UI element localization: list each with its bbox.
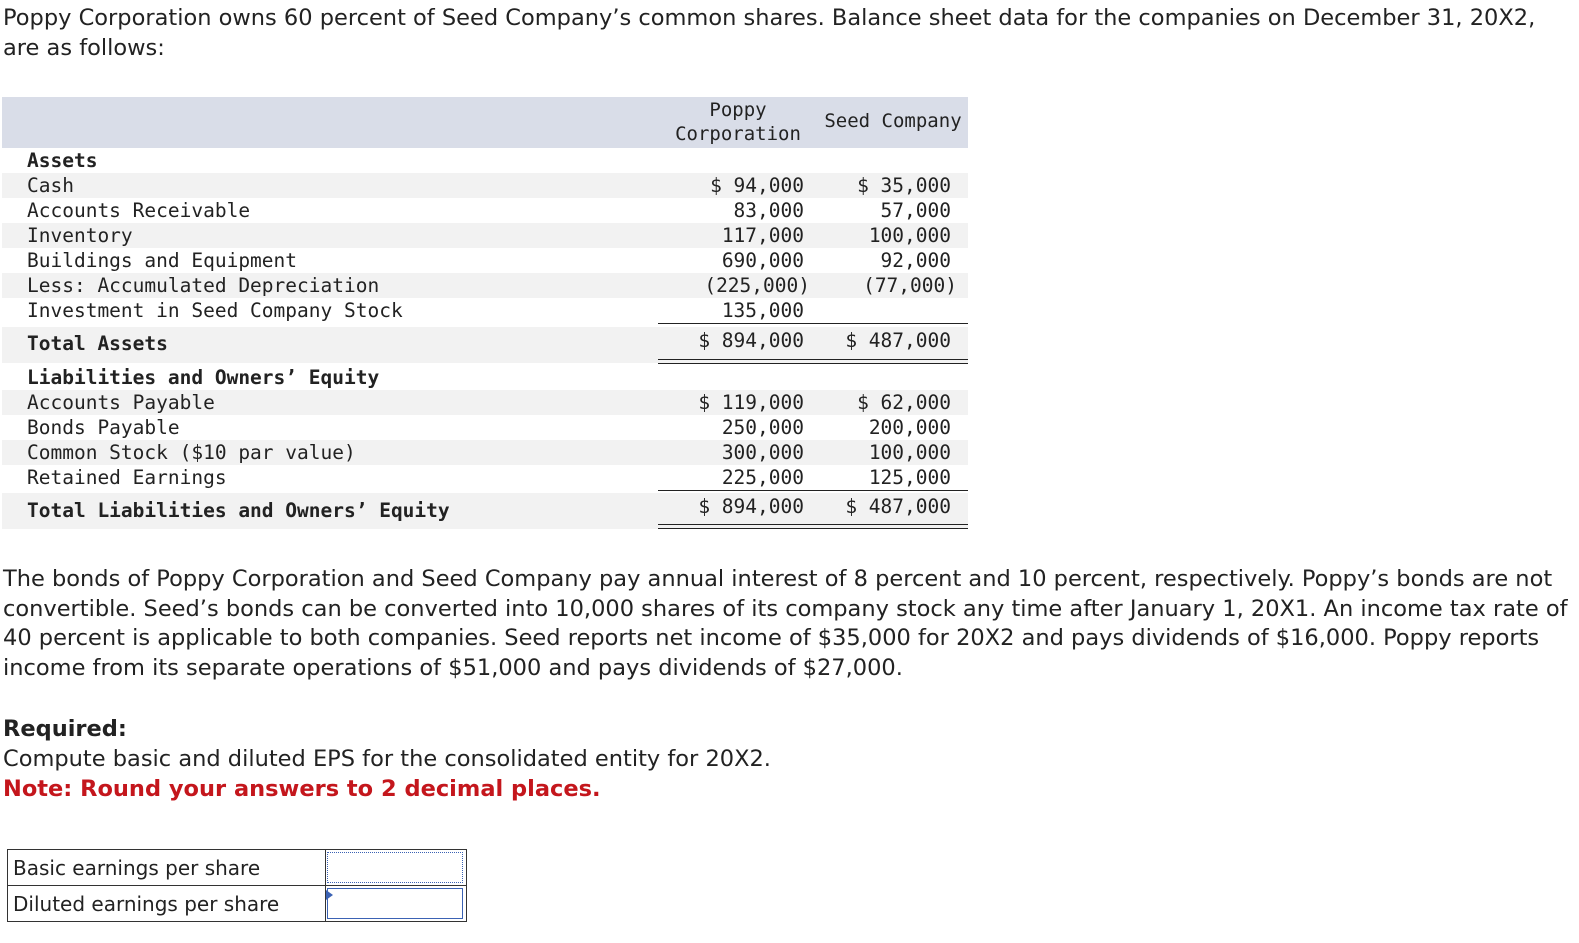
table-row xyxy=(2,148,968,173)
table-row: Inventory 117,000 100,000 xyxy=(2,223,968,248)
table-row: Buildings and Equipment 690,000 92,000 xyxy=(27,249,951,272)
subtotal-rule xyxy=(658,490,968,491)
table-row: Accounts Receivable 83,000 57,000 xyxy=(27,199,951,222)
table-row xyxy=(8,850,467,886)
problem-details: The bonds of Poppy Corporation and Seed Company pay annual interest of 8 percent and 10 percent, respectively. Poppy’s bonds are not convertible. Seed’s bonds can be converted into 10,000 shares of its company stock any time after January 1, 20X1. An income tax rate of 40 percent is applicable to both companies. Seed reports net income of $35,000 for 20X2 and pays dividends of $16,000. Poppy reports income from its separate operations of $51,000 and pays dividends of $27,000. xyxy=(3,566,1568,681)
table-row: Bonds Payable 250,000 200,000 xyxy=(27,416,951,439)
section-heading-liabilities: Liabilities and Owners’ Equity xyxy=(27,366,380,389)
header-seed-company: Seed Company xyxy=(824,110,962,132)
total-liabilities-label: Total Liabilities and Owners’ Equity xyxy=(27,499,450,522)
required-text: Compute basic and diluted EPS for the consolidated entity for 20X2. xyxy=(3,746,771,772)
total-assets-label: Total Assets xyxy=(27,332,168,355)
problem-intro: Poppy Corporation owns 60 percent of Seed Company’s common shares. Balance sheet data for the companies on December 31, 20X2, are as follows: xyxy=(3,5,1536,61)
table-row: Accounts Payable $ 119,000 $ 62,000 xyxy=(2,390,968,415)
section-heading-assets: Assets xyxy=(27,149,98,172)
basic-eps-cell xyxy=(326,850,467,886)
table-header xyxy=(2,97,968,148)
table-row: Less: Accumulated Depreciation (225,000) (77,000) xyxy=(2,273,968,298)
total-double-rule xyxy=(658,524,968,529)
table-row: Cash $ 94,000 $ 35,000 xyxy=(2,173,968,198)
answer-table xyxy=(7,849,467,922)
table-row: Common Stock ($10 par value) 300,000 100,000 xyxy=(2,440,968,465)
table-row: Investment in Seed Company Stock 135,000 xyxy=(27,299,804,322)
rounding-note: Note: Round your answers to 2 decimal places. xyxy=(3,776,601,802)
subtotal-rule xyxy=(658,323,968,324)
diluted-eps-input[interactable] xyxy=(327,888,463,919)
required-heading: Required: xyxy=(3,716,127,742)
table-row xyxy=(2,365,968,390)
table-row: Total Assets $ 894,000 $ 487,000 xyxy=(2,327,968,363)
input-marker-icon xyxy=(326,890,333,900)
table-row: Total Liabilities and Owners’ Equity $ 894,000 $ 487,000 xyxy=(2,493,968,529)
table-row: Retained Earnings 225,000 125,000 xyxy=(27,466,951,489)
total-double-rule xyxy=(658,359,968,364)
basic-eps-label: Basic earnings per share xyxy=(8,850,326,886)
table-row xyxy=(8,886,467,922)
header-poppy-corporation: Poppy Corporation xyxy=(675,99,801,145)
diluted-eps-label: Diluted earnings per share xyxy=(8,886,326,922)
basic-eps-input[interactable] xyxy=(327,852,463,883)
diluted-eps-cell xyxy=(326,886,467,922)
